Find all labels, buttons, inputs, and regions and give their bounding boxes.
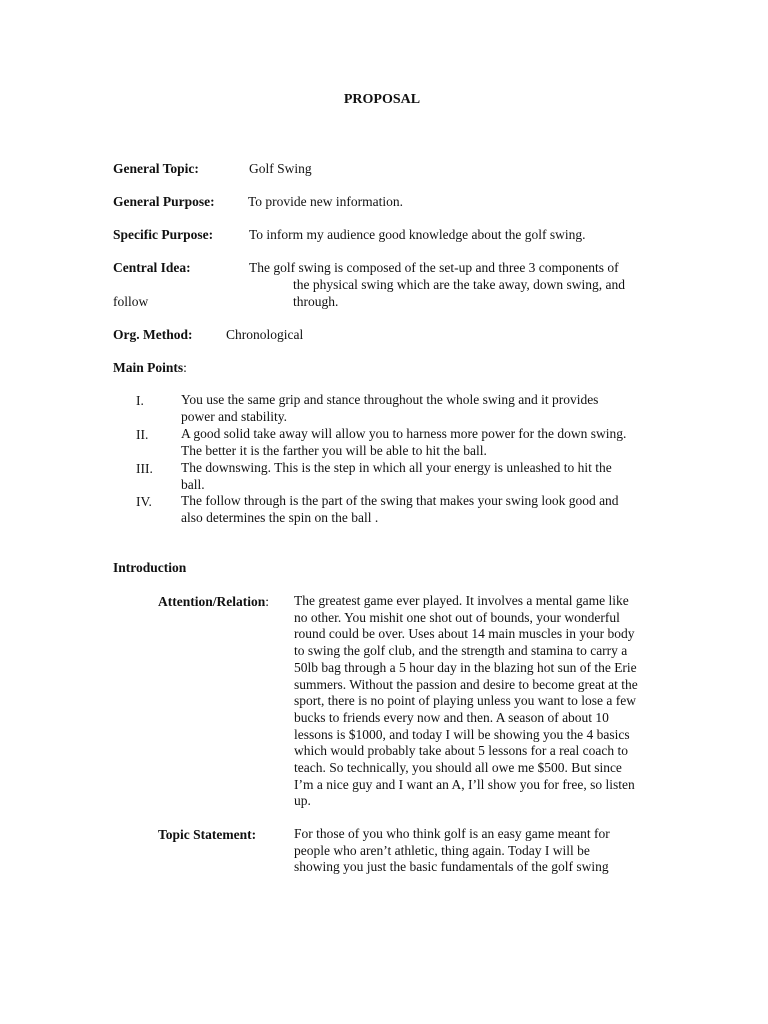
specific-purpose-label: Specific Purpose: <box>113 227 214 242</box>
specific-purpose-value: To inform my audience good knowledge about the golf swing. <box>249 227 586 242</box>
attention-relation-label: Attention/Relation <box>158 594 266 609</box>
attention-line: I’m a nice guy and I want an A, I’ll show you for free, so listen <box>294 776 635 792</box>
main-point-text <box>181 460 612 493</box>
attention-line: lessons is $1000, and today I will be showing you the 4 basics <box>294 726 630 742</box>
main-point-line: also determines the spin on the ball . <box>181 509 379 525</box>
main-points-colon: : <box>183 360 187 375</box>
attention-relation-heading <box>158 593 269 610</box>
main-point-numeral: IV. <box>136 494 152 509</box>
attention-line: round could be over. Uses about 14 main muscles in your body <box>294 626 635 642</box>
topic-statement-label: Topic Statement: <box>158 827 257 842</box>
attention-line: summers. Without the passion and desire to become great at the <box>294 676 638 692</box>
general-topic-value: Golf Swing <box>249 161 312 176</box>
general-purpose-label: General Purpose: <box>113 194 215 209</box>
attention-line: The greatest game ever played. It involves a mental game like <box>294 593 629 608</box>
main-point-text <box>181 392 598 425</box>
central-idea-line-1: The golf swing is composed of the set-up and three 3 components of <box>249 260 619 275</box>
general-topic-label: General Topic: <box>113 161 199 176</box>
main-point-line: The better it is the farther you will be able to hit the ball. <box>181 442 487 458</box>
main-point-line: The follow through is the part of the swing that makes your swing look good and <box>181 493 619 508</box>
attention-line: which would probably take about 5 lessons for a real coach to <box>294 743 629 759</box>
main-point-line: The downswing. This is the step in which all your energy is unleashed to hit the <box>181 460 612 475</box>
central-idea-line-2: the physical swing which are the take away, down swing, and <box>293 277 626 292</box>
topic-statement-line: showing you just the basic fundamentals of the golf swing <box>294 859 609 875</box>
main-point-line: ball. <box>181 476 205 492</box>
attention-line: teach. So technically, you should all owe me $500. But since <box>294 760 622 776</box>
document-title: PROPOSAL <box>343 92 421 107</box>
central-idea-label: Central Idea: <box>113 260 191 275</box>
attention-relation-colon: : <box>265 594 270 609</box>
introduction-heading: Introduction <box>113 560 187 575</box>
main-point-text <box>181 493 619 526</box>
attention-line: 50lb bag through a 5 hour day in the blazing hot sun of the Erie <box>294 659 637 675</box>
attention-line: bucks to friends every now and then. A season of about 10 <box>294 709 609 725</box>
central-idea-overflow-word: follow <box>113 294 149 309</box>
topic-statement-line: people who aren’t athletic, thing again. Today I will be <box>294 842 590 858</box>
attention-line: no other. You mishit one shot out of bounds, your wonderful <box>294 609 620 625</box>
org-method-label: Org. Method: <box>113 327 193 342</box>
main-point-line: power and stability. <box>181 408 287 424</box>
attention-line: up. <box>294 793 311 809</box>
main-points-heading <box>113 359 187 376</box>
org-method-value: Chronological <box>226 327 304 342</box>
attention-relation-text <box>294 593 638 810</box>
central-idea-line-3: through. <box>293 294 339 309</box>
main-point-numeral: I. <box>136 393 144 408</box>
general-purpose-value: To provide new information. <box>248 194 404 209</box>
topic-statement-line: For those of you who think golf is an easy game meant for <box>294 826 610 841</box>
main-point-numeral: II. <box>136 427 149 442</box>
main-point-line: A good solid take away will allow you to harness more power for the down swing. <box>181 426 627 441</box>
main-point-text <box>181 426 626 459</box>
attention-line: to swing the golf club, and the strength and stamina to carry a <box>294 643 628 659</box>
main-points-label: Main Points <box>113 360 184 375</box>
attention-line: sport, there is no point of playing unless you want to lose a few <box>294 693 636 709</box>
main-point-line: You use the same grip and stance throughout the whole swing and it provides <box>181 392 599 407</box>
topic-statement-text <box>294 826 610 876</box>
main-point-numeral: III. <box>136 461 153 476</box>
